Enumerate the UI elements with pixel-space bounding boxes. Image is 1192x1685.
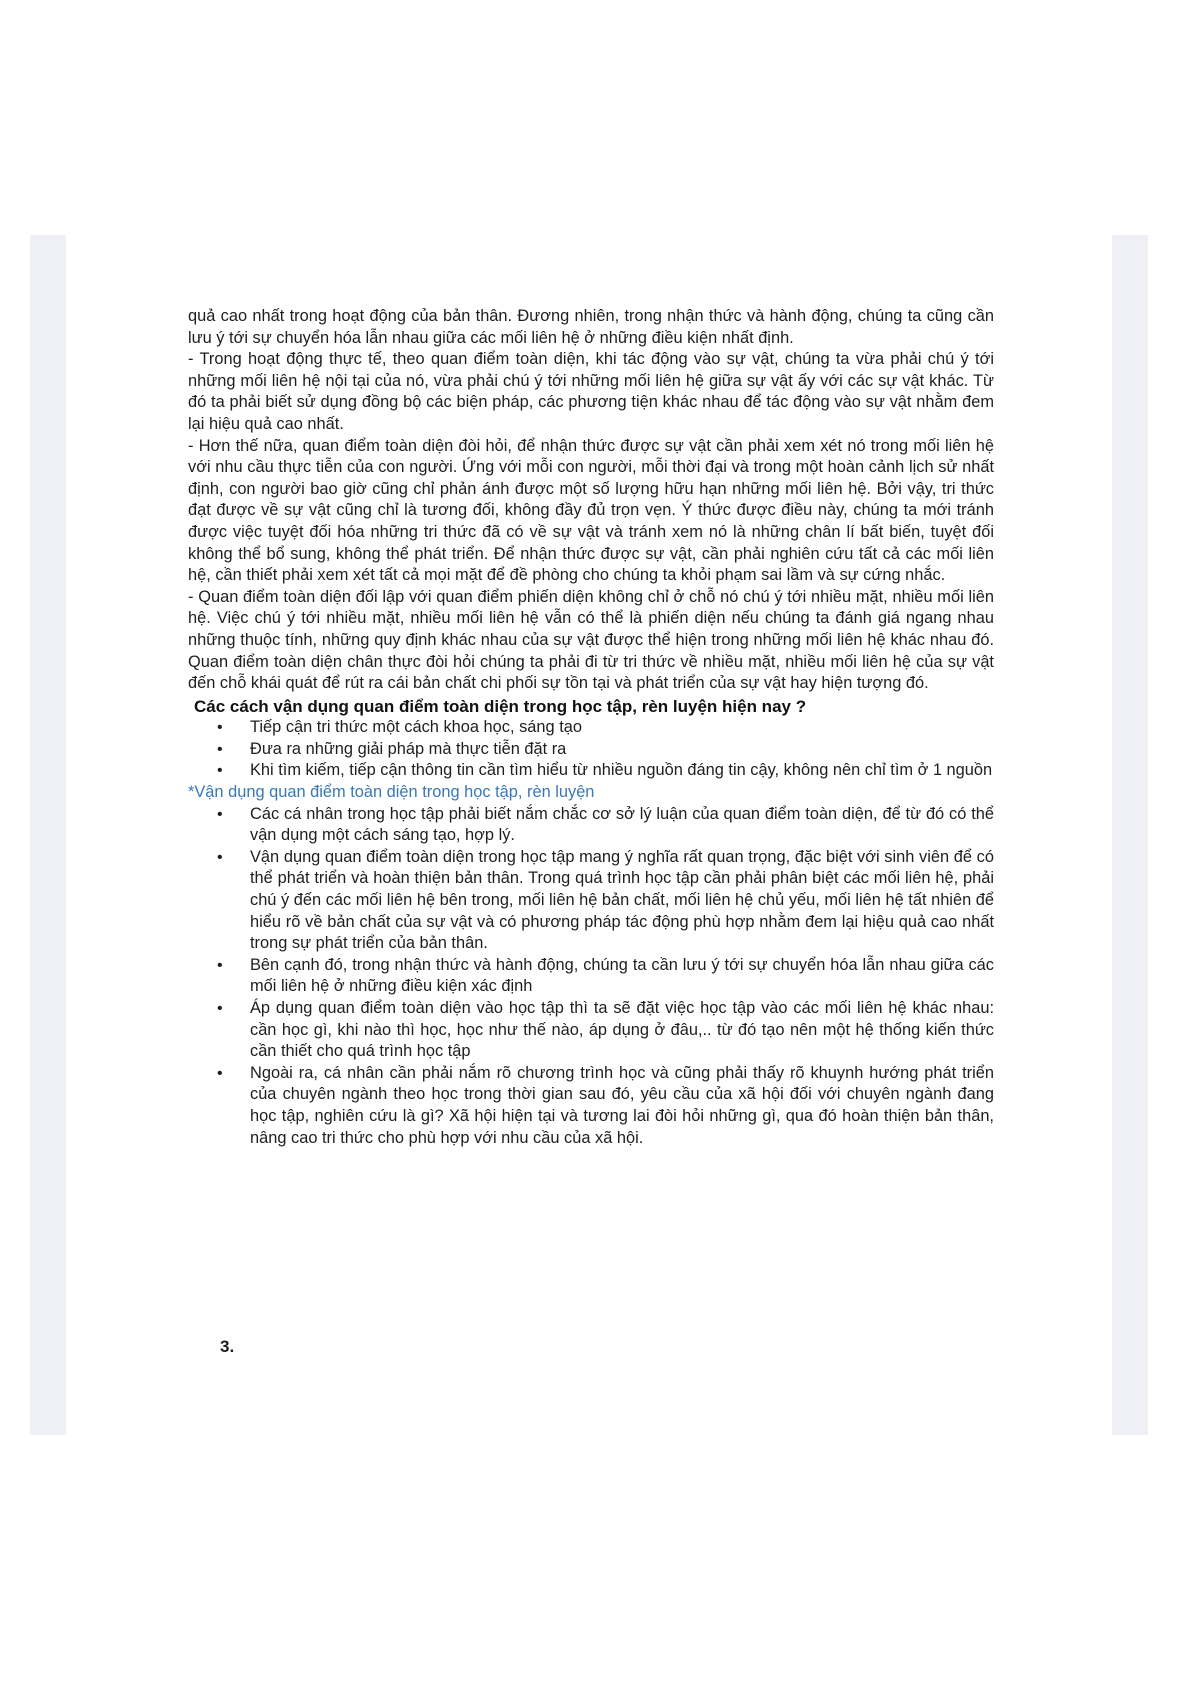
bullet-icon: • bbox=[217, 1000, 223, 1017]
list-item bbox=[217, 804, 994, 847]
list-item bbox=[217, 998, 994, 1063]
list-item-text: Ngoài ra, cá nhân cần phải nắm rõ chương trình học và cũng phải thấy rõ khuynh hướng phát triển của chuyên ngành theo học trong thời gian sau đó, yêu cầu của xã hội đối với chuyên ngành đang học tập, nghiên cứu là gì? Xã hội hiện tại và tương lai đòi hỏi những gì, qua đó hoàn thiện bản thân, nâng cao tri thức cho phù hợp với nhu cầu của xã hội. bbox=[250, 1063, 994, 1147]
document-body bbox=[188, 306, 994, 1149]
paragraph: quả cao nhất trong hoạt động của bản thân. Đương nhiên, trong nhận thức và hành động, chúng ta cũng cần lưu ý tới sự chuyển hóa lẫn nhau giữa các mối liên hệ ở những điều kiện nhất định. bbox=[188, 307, 994, 347]
list-item bbox=[217, 739, 994, 761]
bullet-icon: • bbox=[217, 762, 223, 780]
bullet-icon: • bbox=[217, 1064, 223, 1082]
list-item bbox=[217, 760, 994, 782]
bullet-icon: • bbox=[217, 848, 223, 866]
bullet-list bbox=[188, 804, 994, 1150]
list-item-text: Tiếp cận tri thức một cách khoa học, sáng tạo bbox=[250, 718, 582, 737]
list-item bbox=[217, 955, 994, 998]
list-item bbox=[217, 1063, 994, 1149]
bullet-icon: • bbox=[217, 719, 223, 737]
list-item-text: Các cá nhân trong học tập phải biết nắm chắc cơ sở lý luận của quan điểm toàn diện, để từ đó có thể vận dụng một cách sáng tạo, hợp lý. bbox=[250, 804, 994, 845]
paragraph: - Hơn thế nữa, quan điểm toàn diện đòi hỏi, để nhận thức được sự vật cần phải xem xét nó trong mối liên hệ với nhu cầu thực tiễn của con người. Ứng với mỗi con người, mỗi thời đại và trong một hoàn cảnh lịch sử nhất định, con người bao giờ cũng chỉ phản ánh được một số lượng hữu hạn những mối liên hệ. Bởi vậy, tri thức đạt được về sự vật cũng chỉ là tương đối, không đầy đủ trọn vẹn. Ý thức được điều này, chúng ta mới tránh được việc tuyệt đối hóa những tri thức đã có về sự vật và tránh xem nó là những chân lí bất biến, tuyệt đối không thể bổ sung, không thể phát triển. Để nhận thức được sự vật, cần phải nghiên cứu tất cả các mối liên hệ, cần thiết phải xem xét tất cả mọi mặt để đề phòng cho chúng ta khỏi phạm sai lầm và sự cứng nhắc. bbox=[188, 436, 994, 585]
list-item-text: Áp dụng quan điểm toàn diện vào học tập thì ta sẽ đặt việc học tập vào các mối liên hệ khác nhau: cần học gì, khi nào thì học, học như thế nào, áp dụng ở đâu,.. từ đó tạo nên một hệ thống kiến thức cần thiết cho quá trình học tập bbox=[250, 999, 994, 1061]
list-item-text: Đưa ra những giải pháp mà thực tiễn đặt ra bbox=[250, 739, 567, 758]
subheading: *Vận dụng quan điểm toàn diện trong học tập, rèn luyện bbox=[188, 783, 595, 802]
paragraph: - Quan điểm toàn diện đối lập với quan điểm phiến diện không chỉ ở chỗ nó chú ý tới nhiều mặt, nhiều mối liên hệ. Việc chú ý tới nhiều mặt, nhiều mối liên hệ vẫn có thể là phiến diện nếu chúng ta đánh giá ngang nhau những thuộc tính, những quy định khác nhau của sự vật được thể hiện trong những mối liên hệ khác nhau đó. Quan điểm toàn diện chân thực đòi hỏi chúng ta phải đi từ tri thức về nhiều mặt, nhiều mối liên hệ của sự vật đến chỗ khái quát để rút ra cái bản chất chi phối sự tồn tại và phát triển của sự vật hay hiện tượng đó. bbox=[188, 587, 994, 693]
list-item-text: Khi tìm kiếm, tiếp cận thông tin cần tìm hiểu từ nhiều nguồn đáng tin cậy, không nên chỉ tìm ở 1 nguồn bbox=[250, 761, 993, 780]
bullet-icon: • bbox=[217, 805, 223, 823]
bullet-icon: • bbox=[217, 740, 223, 758]
list-item-text: Bên cạnh đó, trong nhận thức và hành động, chúng ta cần lưu ý tới sự chuyển hóa lẫn nhau giữa các mối liên hệ ở những điều kiện xác định bbox=[250, 955, 994, 996]
section-number: 3. bbox=[220, 1337, 235, 1356]
bullet-icon: • bbox=[217, 956, 223, 974]
paragraph: - Trong hoạt động thực tế, theo quan điểm toàn diện, khi tác động vào sự vật, chúng ta vừa phải chú ý tới những mối liên hệ nội tại của nó, vừa phải chú ý tới những mối liên hệ giữa sự vật ấy với các sự vật khác. Từ đó ta phải biết sử dụng đồng bộ các biện pháp, các phương tiện khác nhau để tác động vào sự vật nhằm đem lại hiệu quả cao nhất. bbox=[188, 350, 994, 433]
list-item bbox=[217, 717, 994, 739]
list-item-text: Vận dụng quan điểm toàn diện trong học tập mang ý nghĩa rất quan trọng, đặc biệt với sinh viên để có thể phát triển và hoàn thiện bản thân. Trong quá trình học tập cần phải phân biệt các mối liên hệ, phải chú ý đến các mối liên hệ bên trong, mối liên hệ bản chất, mối liên hệ chủ yếu, mối liên hệ tất nhiên để hiểu rõ về bản chất của sự vật và có phương pháp tác động phù hợp nhằm đem lại hiệu quả cao nhất trong sự phát triển của bản thân. bbox=[250, 847, 994, 953]
list-item bbox=[217, 847, 994, 955]
bullet-list bbox=[188, 717, 994, 782]
section-heading: Các cách vận dụng quan điểm toàn diện trong học tập, rèn luyện hiện nay ? bbox=[194, 696, 807, 716]
